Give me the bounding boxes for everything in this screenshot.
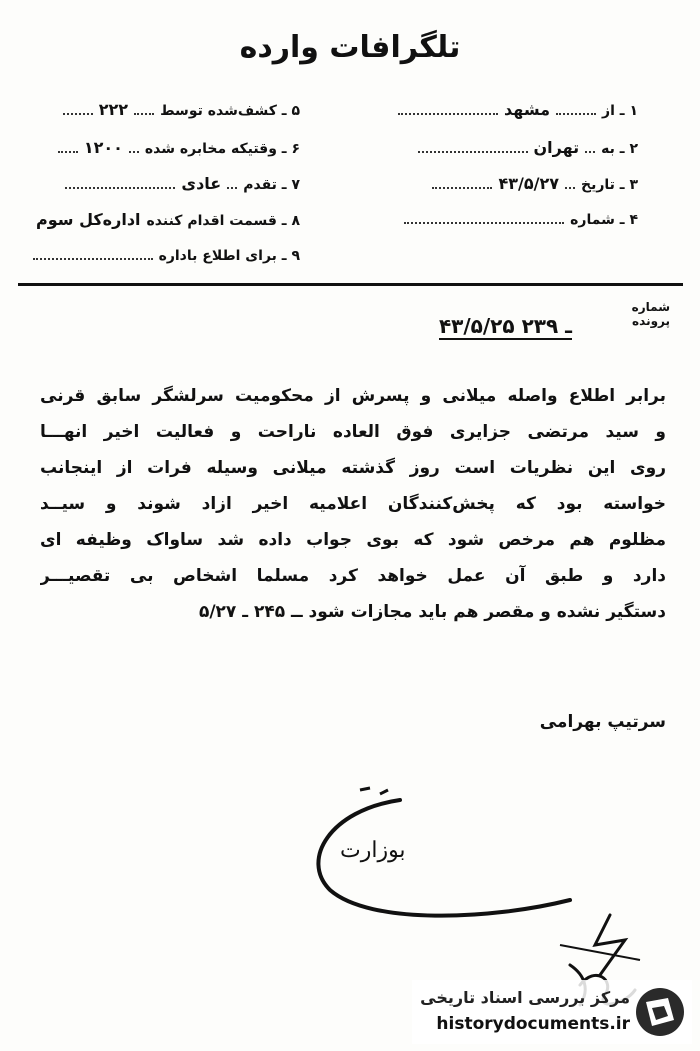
header-priority-label: ۷ ـ تقدم <box>243 177 300 193</box>
watermark-en: historydocuments.ir <box>436 1014 630 1034</box>
header-for-info-label: ۹ ـ برای اطلاع باداره <box>158 248 300 264</box>
stamp-text: بوزارت <box>340 838 406 863</box>
file-number <box>439 314 572 338</box>
header-date <box>432 174 638 193</box>
header-to-label: ۲ ـ به <box>601 141 638 157</box>
body-line: و سید مرتضی جزایری فوق العاده ناراحت و فعالیت اخیر انهـــا <box>40 422 666 442</box>
body-line: دارد و طبق آن عمل خواهد کرد مسلما اشخاص بی تقصیـــر <box>40 566 666 586</box>
number-label: شماره <box>631 300 670 314</box>
header-from-value: مشهد <box>504 100 551 119</box>
body-line: مظلوم هم مرخص شود که بوی جواب داده شد ساواک وظیفه ای <box>40 530 666 550</box>
body-line: برابر اطلاع واصله میلانی و پسرش از محکومیت سرلشگر سابق قرنی <box>40 386 666 406</box>
body-line: دستگیر نشده و مقصر هم باید مجازات شود ــ ۲۴۵ ـ ۵/۲۷ <box>198 602 666 622</box>
header-divider <box>18 283 683 286</box>
header-to <box>418 138 639 157</box>
document-title: تلگرافات وارده <box>239 30 461 65</box>
header-sent-time <box>58 138 300 157</box>
telegram-body <box>40 378 666 630</box>
file-number-label <box>632 300 670 328</box>
header-number-label: ۴ ـ شماره <box>570 212 638 228</box>
file-number-value: ۴۳/۵/۲۵ ـ ۲۳۹ <box>438 314 572 338</box>
header-date-label: ۳ ـ تاریخ <box>581 177 638 193</box>
header-decoded-by <box>63 100 300 119</box>
header-action-dept <box>36 210 300 229</box>
header-sent-time-value: ۱۲۰۰ <box>83 138 123 157</box>
header-decoded-by-label: ۵ ـ کشف‌شده توسط <box>160 103 300 119</box>
header-action-dept-label: ۸ ـ قسمت اقدام کننده <box>146 213 300 229</box>
header-number <box>404 212 638 228</box>
header-sent-time-label: ۶ ـ وقتیکه مخابره شده <box>144 141 300 157</box>
body-line: خواسته بود که پخش‌کنندگان اعلامیه اخیر ازاد شوند و سیــد <box>40 494 666 514</box>
header-action-dept-value: اداره‌کل سوم <box>36 210 141 229</box>
header-from <box>398 100 638 119</box>
header-priority <box>65 174 300 193</box>
handwritten-circle-mark <box>290 760 590 920</box>
watermark-fa: مرکز بررسی اسناد تاریخی <box>420 988 630 1007</box>
header-for-info <box>33 248 300 264</box>
header-from-label: ۱ ـ از <box>602 103 638 119</box>
body-line: روی این نظریات است روز گذشته میلانی وسیله فرات از اینجانب <box>40 458 666 478</box>
header-decoded-by-value: ۲۲۲ <box>98 100 129 119</box>
header-priority-value: عادی <box>181 174 222 193</box>
header-date-value: ۴۳/۵/۲۷ <box>498 174 559 193</box>
signature: سرتیپ بهرامی <box>539 712 666 732</box>
number-sublabel: پرونده <box>632 314 670 328</box>
header-to-value: تهران <box>533 138 580 157</box>
